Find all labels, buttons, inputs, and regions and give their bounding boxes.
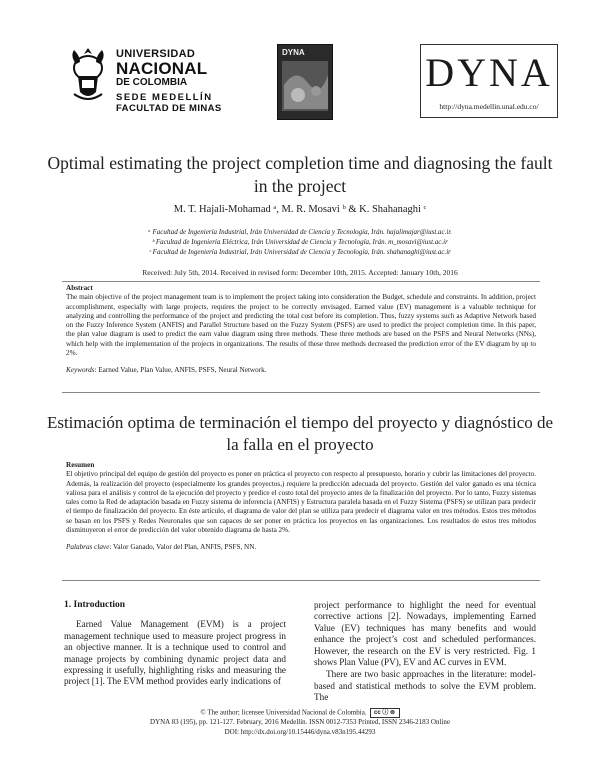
palabras-clave-line — [66, 543, 536, 552]
paragraph: project performance to highlight the need for eventual corrective actions [2]. Nowadays, implementing Earned Value (EV) techniques has many benefits and would enhance the project’s cost and scheduled performances. However, the research on the EV is very restricted. Fig. 1 shows Plan Value (PV), EV and AC curves in EVM. — [314, 600, 536, 668]
page-header — [62, 36, 558, 126]
journal-title: DYNA — [425, 50, 553, 95]
body-column-right — [314, 600, 536, 704]
university-name-line2: NACIONAL — [116, 59, 208, 78]
section-heading: 1. Introduction — [64, 600, 126, 610]
palabras-clave-text: : Valor Ganado, Valor del Plan, ANFIS, PSFS, NN. — [109, 543, 257, 552]
cover-title: DYNA — [282, 48, 305, 57]
university-logo — [66, 46, 236, 116]
creative-commons-badge-icon: cc ⓘ ⊜ — [370, 708, 400, 718]
affiliation-c: ᶜ Facultad de Ingeniería Industrial, Irán Universidad de Ciencia y Tecnología, Irán. shahanaghi@iust.ac.ir — [149, 248, 451, 256]
paper-authors: M. T. Hajali-Mohamad ᵃ, M. R. Mosavi ᵇ & K. Shahanaghi ᶜ — [173, 204, 427, 215]
keywords-text: : Earned Value, Plan Value, ANFIS, PSFS, Neural Network. — [94, 366, 267, 375]
paragraph: There are two basic approaches in the literature: model-based and statistical methods to solve the EVM problem. The — [314, 669, 536, 703]
abstract-text: The main objective of the project management team is to implement the project taking into consideration the Budget, schedule and constraints. In addition, project accomplishment, especially with large projects, requires the project to be correctly envisaged. Earned value (EV) management is a valuable technique for analyzing and controlling the performance of the project and predicting the total cost before its completion. Thus, fuzzy systems such as Adaptive Network based on the Fuzzy Inference System (ANFIS) and Parallel Structure based on the Fuzzy System (PSFS) are used to predict the project completion time. In this paper, the plan value diagram is used to predict the earn value diagram using three methods. These three methods are based on the PSFS and Neural Networks (NNs), which help with the implementation of the projects in organizations. The results of these three methods decreased the prediction error of the EV diagram by up to 2%. — [66, 293, 536, 358]
abstract-es — [66, 461, 536, 553]
license-text: © The author; licensee Universidad Nacional de Colombia. — [200, 708, 367, 717]
paragraph: Earned Value Management (EVM) is a project management technique used to measure project progress in an objective manner. It is a technique used to control and manage projects by combining dynamic project data and expressing it usefully, highlighting risks and measuring the project [1]. The EVM method provides early indications of — [64, 619, 286, 687]
cover-art-icon — [278, 45, 333, 120]
keywords-label: Keywords — [66, 366, 95, 375]
divider-top — [62, 281, 540, 282]
doi-line: DOI: http://dx.doi.org/10.15446/dyna.v83n195.44293 — [224, 727, 376, 736]
abstract-heading: Abstract — [66, 284, 93, 292]
paper-title: Optimal estimating the project completion time and diagnosing the fault in the project — [47, 153, 553, 196]
affiliation-b: ᵇ Facultad de Ingeniería Eléctrica, Irán Universidad de Ciencia y Tecnología, Irán. m_mosavi@iust.ac.ir — [152, 238, 448, 246]
university-faculty: FACULTAD DE MINAS — [116, 103, 222, 114]
divider-middle — [62, 392, 540, 393]
submission-dates: Received: July 5th, 2014. Received in revised form: December 10th, 2015. Accepted: January 10th, 2016 — [142, 268, 458, 277]
affiliation-a: ᵃ Facultad de Ingeniería Industrial, Irán Universidad de Ciencia y Tecnología, Irán. hajalimajar@iust.ac.ir. — [147, 228, 453, 236]
paper-title-es: Estimación optima de terminación el tiempo del proyecto y diagnóstico de la falla en el proyecto — [46, 413, 554, 454]
palabras-clave-label: Palabras clave — [66, 543, 110, 552]
license-line — [40, 708, 560, 718]
university-name-line1: UNIVERSIDAD — [116, 48, 196, 60]
author-affiliations — [40, 227, 560, 257]
resumen-text: El objetivo principal del equipo de gestión del proyecto es poner en práctica el proyecto con respecto al presupuesto, horario y cubrir las limitaciones del proyecto. Además, la realización del proyecto (especialmente los grandes proyectos,) requiere la predicción adecuada del proyecto. Gestión del valor ganado es una técnica valiosa para el análisis y control de la ejecución del proyecto y predice el costo total del proyecto antes de la finalización del proyecto. Por lo tanto, Fuzzy sistemas tales como la Red de adaptación basada en Fuzzy sistema de inferencia (ANFIS) y Estructura paralela basada en el Fuzzy Sistema (PSFS) se utilizan para predecir el tiempo de finalización del proyecto. En éste artículo, el diagrama de valor del plan se utiliza para predecir el diagrama valor en tres métodos. Estos tres métodos se basan en los PSFS y Redes Neuronales que son capaces de ser poner en práctica los proyectos en las organizaciones. Los resultados de estos tres métodos disminuyeron el error de predicción del valor obtenido diagrama de hasta 2%. — [66, 470, 536, 535]
university-seal-icon — [66, 46, 110, 104]
citation-line: DYNA 83 (195), pp. 121-127. February, 2016 Medellín. ISSN 0012-7353 Printed, ISSN 2346-2183 Online — [150, 718, 450, 727]
university-name-line3: DE COLOMBIA — [116, 77, 188, 88]
university-campus: SEDE MEDELLÍN — [116, 92, 213, 103]
journal-url: http://dyna.medellin.unal.edu.co/ — [439, 102, 539, 111]
journal-logo-box — [420, 44, 558, 118]
journal-cover-thumbnail — [277, 44, 333, 120]
page-footer — [40, 708, 560, 737]
resumen-heading: Resumen — [66, 461, 95, 469]
abstract-en — [66, 284, 536, 376]
body-column-left — [64, 600, 286, 688]
keywords-line — [66, 366, 536, 375]
divider-bottom — [62, 580, 540, 581]
